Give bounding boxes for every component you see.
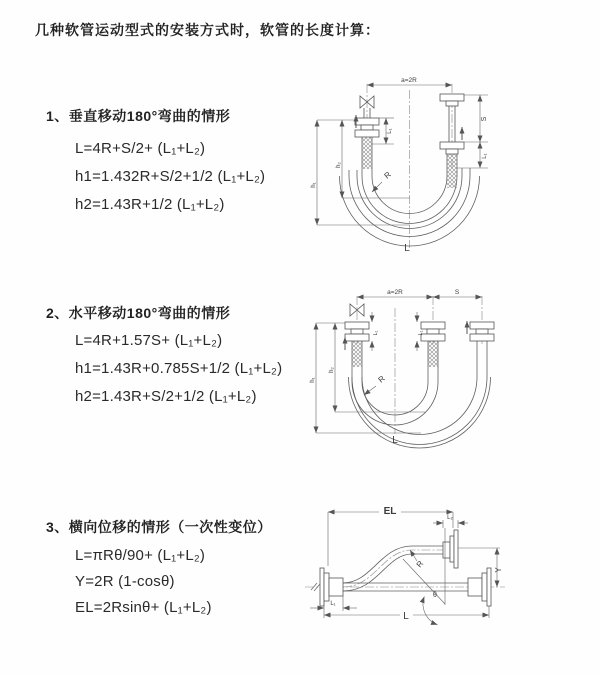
right-flange [468,568,491,606]
radius-label: R [414,559,426,570]
section-3-formula-L: L=πRθ/90+ (L₁+L₂) [75,547,206,564]
dim-label-y: Y [494,567,503,573]
hose-curves [349,341,491,448]
dim-label-el: EL [383,506,397,517]
left-fitting [345,322,369,341]
page-title: 几种软管运动型式的安装方式时，软管的长度计算： [35,22,380,38]
section-3-heading: 3、横向位移的情形（一次性变位） [46,519,272,535]
section-3-formula-Y: Y=2R (1-cosθ) [75,573,175,590]
left-fitting [355,108,379,137]
section-2-formula-h2: h2=1.43R+S/2+1/2 (L₁+L₂) [75,388,257,405]
dimension-lines [310,512,500,618]
dim-label-l1-left: L₁ [387,128,393,134]
dim-label-l1-mid: L₁ [418,330,424,336]
radius-label: R [382,169,393,181]
section-3-formula-EL: EL=2Rsinθ+ (L₁+L₂) [75,599,212,616]
diagram-vertical-180-bend [310,70,592,262]
dim-label-a2r: a=2R [387,289,403,296]
dimension-lines [317,85,488,225]
section-1-formula-h1: h1=1.432R+S/2+1/2 (L₁+L₂) [75,168,266,185]
length-label: L [392,435,398,446]
diagram-horizontal-180-bend [306,282,598,454]
radius-label: R [376,373,387,385]
dim-label-l1-right: L₁ [482,153,488,159]
angle-label: θ [433,592,437,599]
section-1-heading: 1、垂直移动180°弯曲的情形 [46,108,231,124]
dim-label-h2: h₂ [329,367,335,373]
section-2-heading: 2、水平移动180°弯曲的情形 [46,305,231,321]
dim-label-a2r: a=2R [401,77,417,84]
dim-label-l1-left: L₁ [373,330,379,336]
centerlines [357,296,482,434]
length-label: L [403,611,409,622]
right-fitting [470,322,494,341]
dim-label-h1: h₁ [311,182,317,188]
section-1-formula-L: L=4R+S/2+ (L₁+L₂) [75,140,206,157]
dim-label-h1: h₁ [310,377,316,383]
section-2-formula-L: L=4R+1.57S+ (L₁+L₂) [75,332,223,349]
dim-label-s: S [481,116,488,122]
length-label: L [404,243,410,254]
dim-label-s: S [454,289,460,296]
dim-label-l2: L₂ [447,515,453,521]
dim-label-l1: L₁ [330,601,336,607]
diagram-lateral-displacement [300,502,600,668]
section-1-formula-h2: h2=1.43R+1/2 (L₁+L₂) [75,196,225,213]
dim-label-h2: h₂ [336,162,342,168]
dimension-lines [316,297,482,433]
right-fitting-lower [440,142,464,154]
section-2-formula-h1: h1=1.43R+0.785S+1/2 (L₁+L₂) [75,360,283,377]
middle-fitting [421,322,445,341]
